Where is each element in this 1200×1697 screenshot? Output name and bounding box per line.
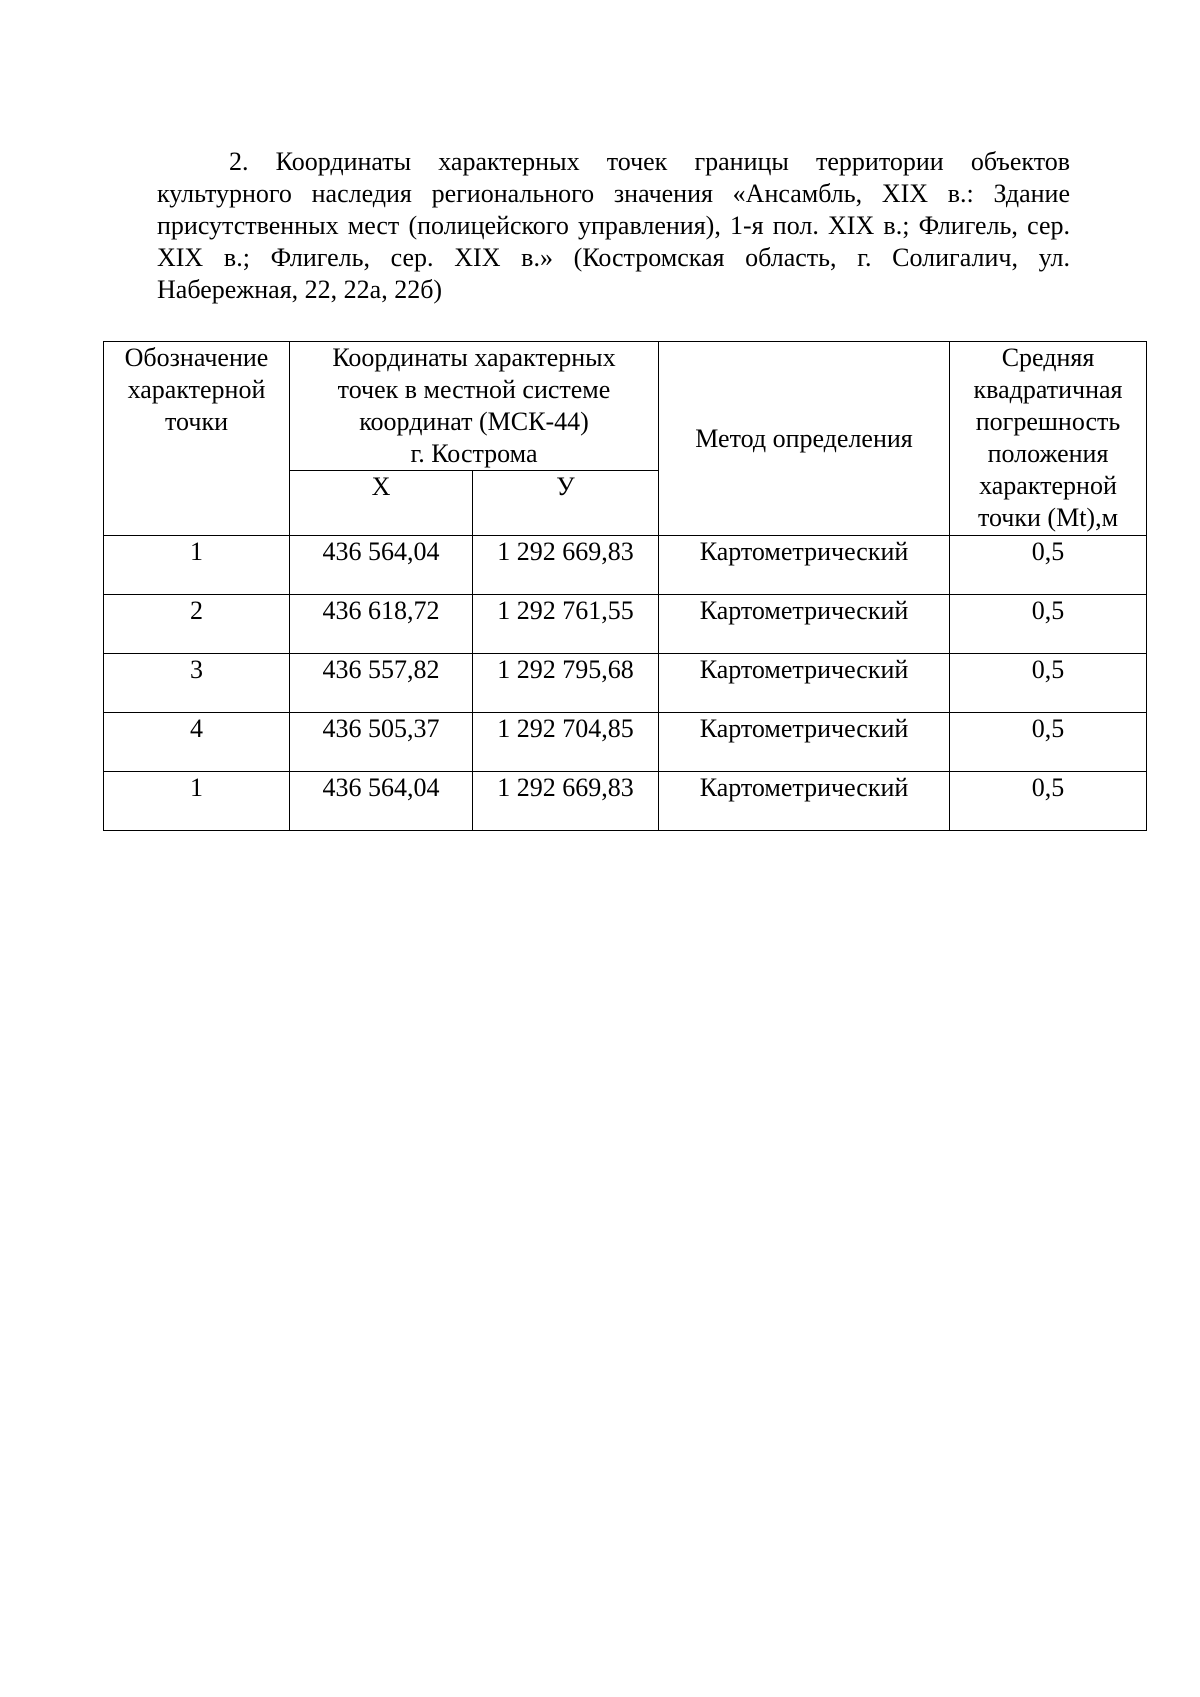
cell-x: 436 618,72 [290,595,473,654]
header-point-line: характерной [127,375,266,404]
table-row [104,713,1147,772]
cell-point: 1 [104,772,290,831]
coordinates-table [103,341,1147,831]
header-error-line: погрешность [975,407,1121,436]
cell-y: 1 292 669,83 [473,536,659,595]
cell-method: Картометрический [659,654,950,713]
header-error-line: точки (Mt),м [977,503,1119,532]
header-point-line: Обозначение [124,343,269,372]
cell-error: 0,5 [950,713,1147,772]
table-row [104,772,1147,831]
header-error-line: Средняя [1001,343,1095,372]
cell-x: 436 505,37 [290,713,473,772]
section-heading: 2. Координаты характерных точек границы территории объектов культурного наследия регионального значения «Ансамбль, XIX в.: Здание присутственных мест (полицейского управления), 1-я пол. XIX в.; Флигель, сер. XIX в.; Флигель, сер. XIX в.» (Костромская область, г. Солигалич, ул. Набережная, 22, 22а, 22б) [157,147,1070,304]
cell-x: 436 564,04 [290,772,473,831]
cell-error: 0,5 [950,772,1147,831]
header-x: Х [290,471,473,536]
cell-error: 0,5 [950,654,1147,713]
cell-y: 1 292 761,55 [473,595,659,654]
cell-y: 1 292 704,85 [473,713,659,772]
cell-x: 436 564,04 [290,536,473,595]
table-header-row [104,342,1147,471]
table-row [104,595,1147,654]
header-mean-square-error [950,342,1147,536]
header-method [659,342,950,536]
header-point-line: точки [165,407,228,436]
cell-error: 0,5 [950,595,1147,654]
cell-method: Картометрический [659,713,950,772]
cell-point: 1 [104,536,290,595]
header-y: У [473,471,659,536]
header-point-designation [104,342,290,536]
table-row [104,654,1147,713]
header-coords-line: г. Кострома [410,439,538,468]
cell-y: 1 292 795,68 [473,654,659,713]
cell-point: 2 [104,595,290,654]
cell-error: 0,5 [950,536,1147,595]
header-error-line: положения [987,439,1109,468]
header-error-line: характерной [979,471,1117,500]
cell-method: Картометрический [659,772,950,831]
header-coords-line: координат (МСК-44) [359,407,589,436]
header-method-label: Метод определения [695,423,913,453]
cell-method: Картометрический [659,536,950,595]
cell-method: Картометрический [659,595,950,654]
cell-x: 436 557,82 [290,654,473,713]
cell-y: 1 292 669,83 [473,772,659,831]
header-coords-line: точек в местной системе [337,375,611,404]
cell-point: 3 [104,654,290,713]
cell-point: 4 [104,713,290,772]
header-coordinates [290,342,659,471]
table-row [104,536,1147,595]
header-error-line: квадратичная [973,375,1123,404]
header-coords-line: Координаты характерных [332,343,616,372]
